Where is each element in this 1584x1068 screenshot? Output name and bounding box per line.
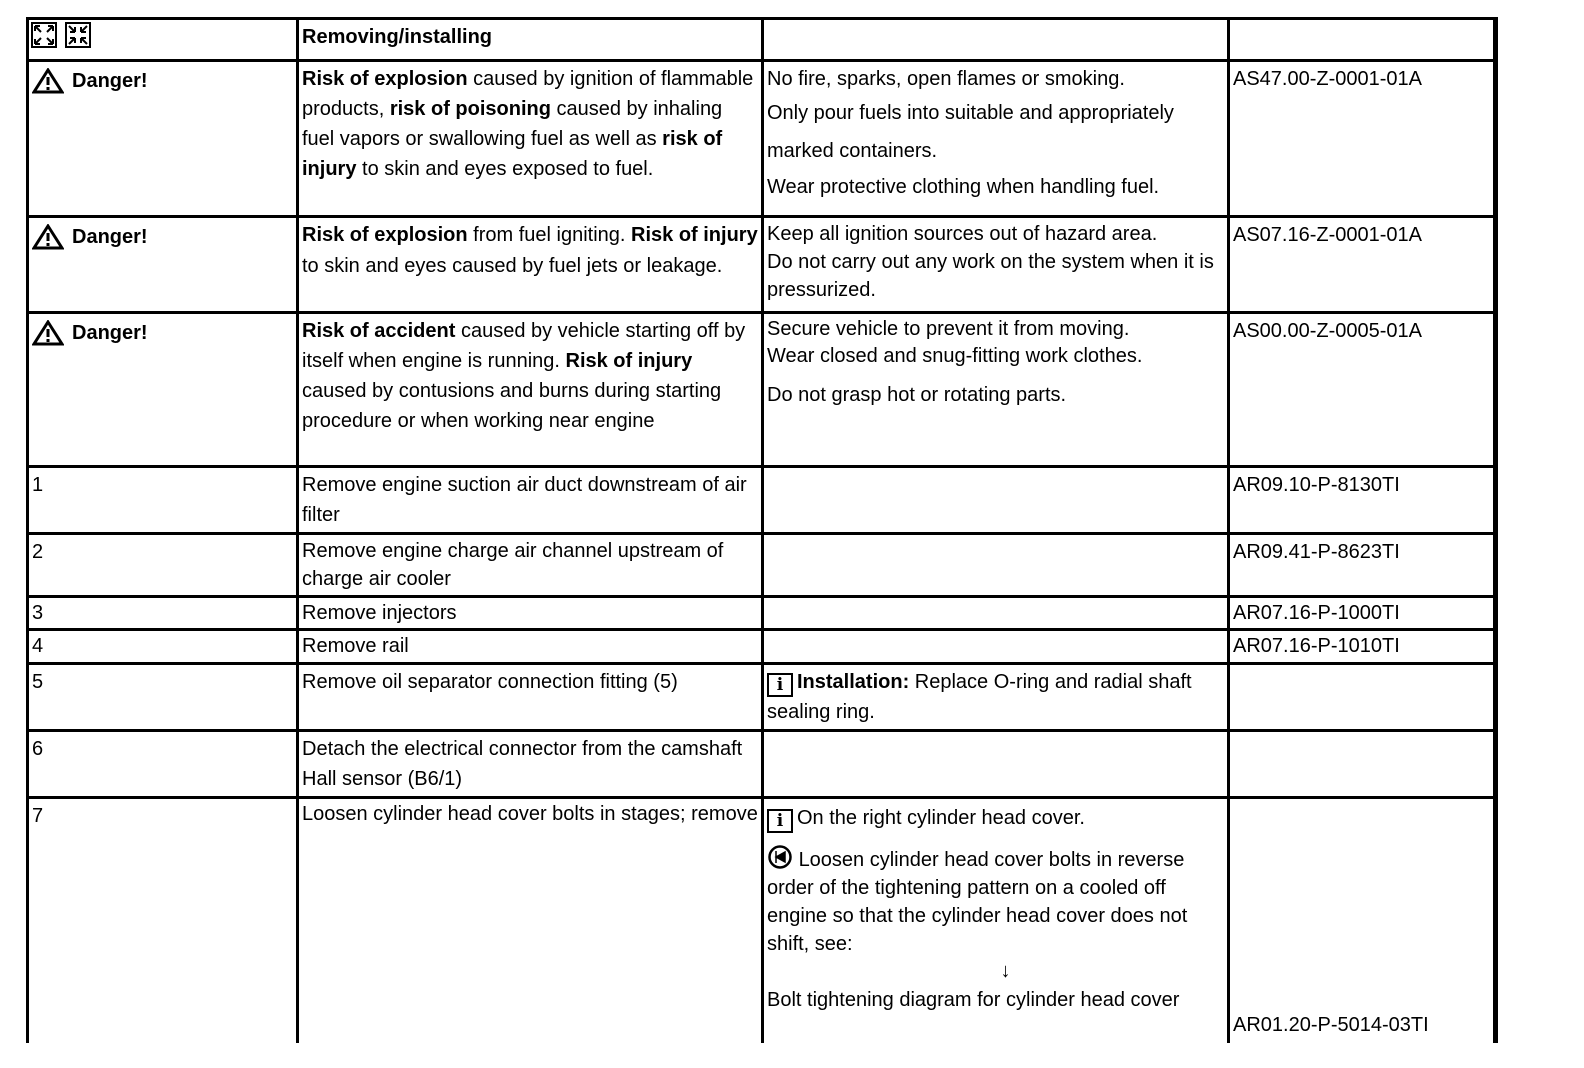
loosen-bolt-icon [767, 845, 793, 869]
step-row [28, 798, 1496, 1043]
measures [763, 61, 1229, 217]
measure-item: Keep all ignition sources out of hazard area. [767, 223, 1158, 245]
step-number: 3 [28, 597, 298, 630]
danger-label: Danger! [72, 322, 148, 344]
step-number: 6 [28, 731, 298, 798]
warning-triangle-icon [32, 68, 64, 94]
step-text: Remove oil separator connection fitting (5) [298, 664, 763, 731]
reference-link[interactable]: AS00.00-Z-0005-01A [1229, 313, 1496, 467]
danger-label: Danger! [72, 70, 148, 92]
header-icons-cell [28, 19, 298, 61]
step-number: 7 [28, 798, 298, 1043]
diagram-link[interactable]: Bolt tightening diagram for cylinder head cover [767, 989, 1180, 1011]
danger-label: Danger! [72, 226, 148, 248]
step-row [28, 534, 1496, 597]
header-row [28, 19, 1496, 61]
measure-item: Do not grasp hot or rotating parts. [767, 384, 1067, 406]
step-number: 4 [28, 630, 298, 664]
step-notes: i On the right cylinder head cover. Loosen cylinder head cover bolts in reverse order of the tightening pattern on a cooled off engine so that the cylinder head cover does not shift, see: ↓ Bolt tightening diagram for cylinder head cover [763, 798, 1229, 1043]
reference-link[interactable]: AR09.10-P-8130TI [1229, 467, 1496, 534]
step-number: 2 [28, 534, 298, 597]
measure-item: Secure vehicle to prevent it from moving. [767, 318, 1130, 340]
reference-link[interactable]: AR07.16-P-1010TI [1229, 630, 1496, 664]
header-empty-4 [1229, 19, 1496, 61]
step-row [28, 664, 1496, 731]
measure-item: Only pour fuels into suitable and appropriately marked containers. [767, 102, 1174, 162]
header-empty-3 [763, 19, 1229, 61]
warning-triangle-icon [32, 224, 64, 250]
danger-row [28, 61, 1496, 217]
reference-link[interactable]: AR07.16-P-1000TI [1229, 597, 1496, 630]
step-text: Remove rail [298, 630, 763, 664]
reference-link[interactable] [1229, 664, 1496, 731]
risk-text: Risk of explosion from fuel igniting. Risk of injury to skin and eyes caused by fuel jets or leakage. [298, 217, 763, 313]
step-text: Remove injectors [298, 597, 763, 630]
reference-link[interactable]: AR09.41-P-8623TI [1229, 534, 1496, 597]
step-text: Loosen cylinder head cover bolts in stages; remove [298, 798, 763, 1043]
reference-link[interactable]: AS07.16-Z-0001-01A [1229, 217, 1496, 313]
measure-item: Wear protective clothing when handling fuel. [767, 176, 1160, 198]
measure-item: No fire, sparks, open flames or smoking. [767, 68, 1125, 90]
reference-link[interactable]: AS47.00-Z-0001-01A [1229, 61, 1496, 217]
step-text: Detach the electrical connector from the camshaft Hall sensor (B6/1) [298, 731, 763, 798]
measures [763, 313, 1229, 467]
info-icon: i [767, 673, 793, 697]
risk-text: Risk of explosion caused by ignition of flammable products, risk of poisoning caused by inhaling fuel vapors or swallowing fuel as well as risk of injury to skin and eyes exposed to fuel. [298, 61, 763, 217]
collapse-icon[interactable] [65, 22, 91, 48]
warning-triangle-icon [32, 320, 64, 346]
step-text: Remove engine charge air channel upstream of charge air cooler [298, 534, 763, 597]
measure-item: Wear closed and snug-fitting work clothes. [767, 345, 1143, 367]
step-row [28, 630, 1496, 664]
expand-icon[interactable] [31, 22, 57, 48]
danger-row [28, 313, 1496, 467]
arrow-down-icon: ↓ [1000, 960, 1011, 982]
installation-note: i Installation: Replace O-ring and radial shaft sealing ring. [763, 664, 1229, 731]
step-text: Remove engine suction air duct downstream of air filter [298, 467, 763, 534]
step-row [28, 731, 1496, 798]
step-row [28, 467, 1496, 534]
step-number: 5 [28, 664, 298, 731]
reference-link[interactable]: AR01.20-P-5014-03TI [1233, 1013, 1429, 1036]
reference-link[interactable] [1229, 731, 1496, 798]
measure-item: Do not carry out any work on the system when it is pressurized. [767, 251, 1214, 301]
risk-text: Risk of accident caused by vehicle starting off by itself when engine is running. Risk of injury caused by contusions and burns during starting procedure or when working near engine [298, 313, 763, 467]
info-icon: i [767, 809, 793, 833]
danger-row [28, 217, 1496, 313]
header-title: Removing/installing [298, 19, 763, 61]
step-number: 1 [28, 467, 298, 534]
step-row [28, 597, 1496, 630]
procedure-table [26, 17, 1498, 1043]
measures [763, 217, 1229, 313]
